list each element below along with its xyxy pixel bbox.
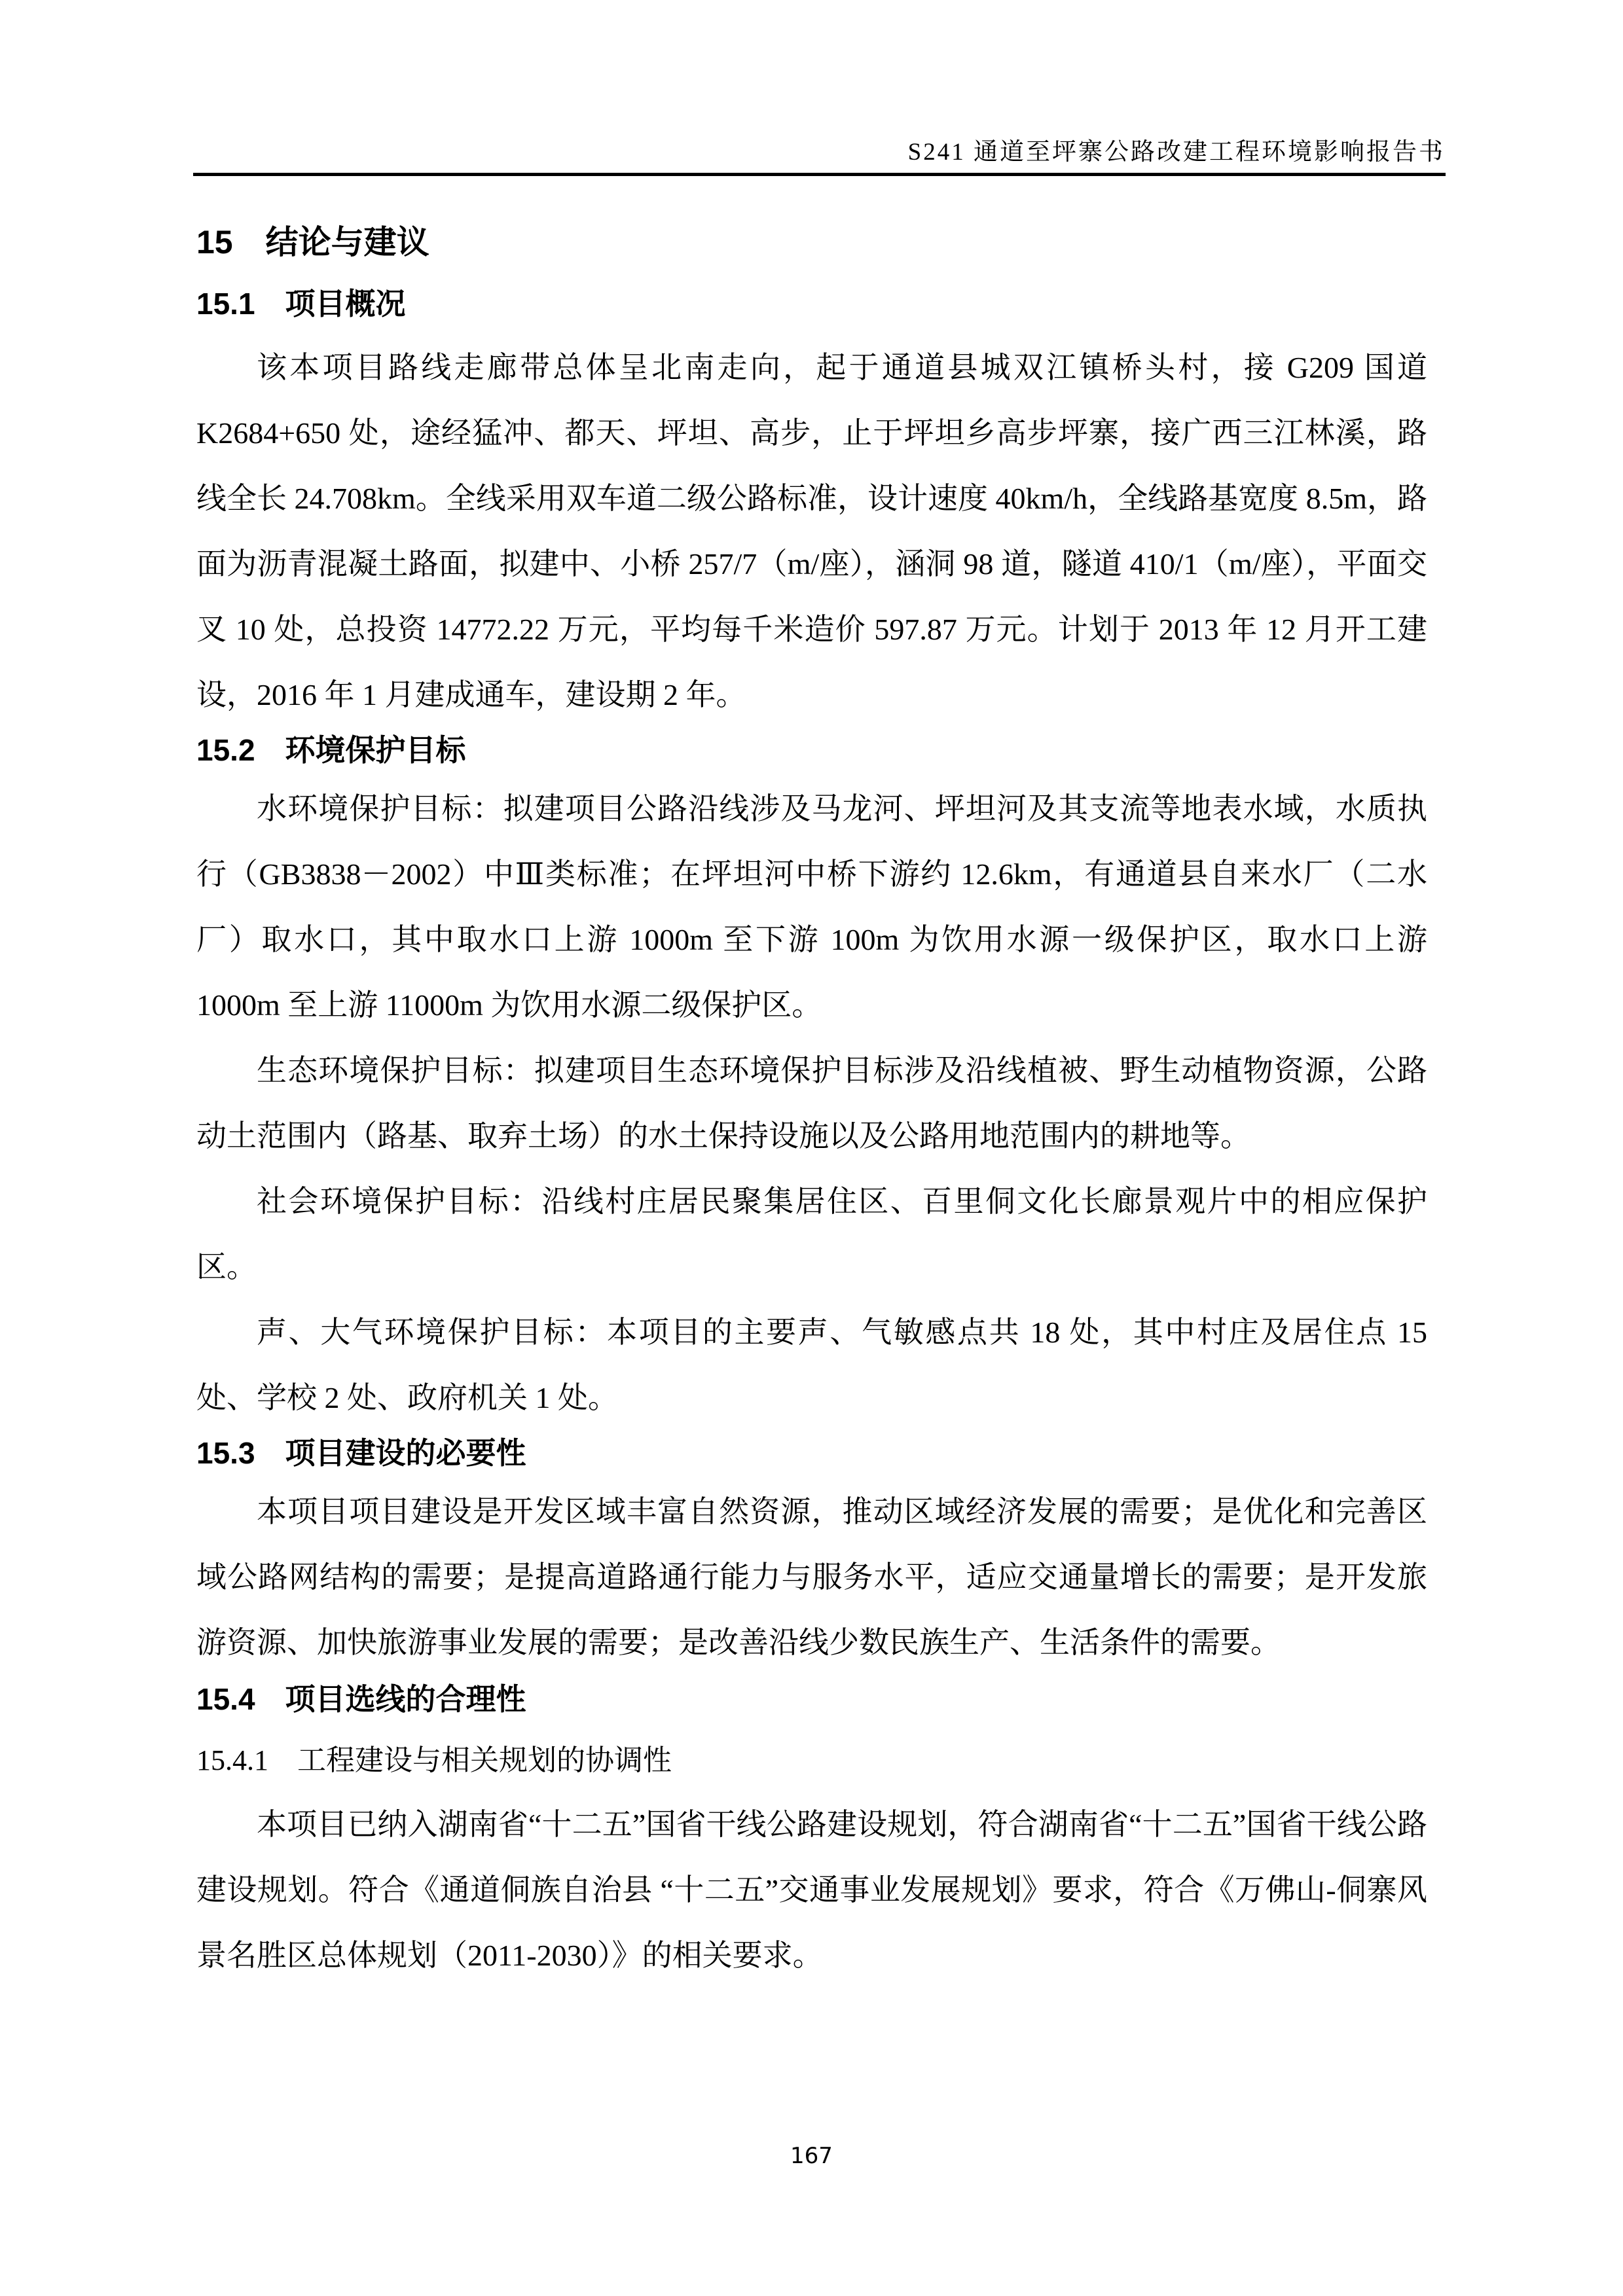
paragraph-project-overview: 该本项目路线走廊带总体呈北南走向，起于通道县城双江镇桥头村，接 G209 国道 K2684+650 处，途经猛冲、都天、坪坦、高步，止于坪坦乡高步坪寨，接广西三江林溪，路线全长 24.708km。全线采用双车道二级公路标准，设计速度 40km/h，全线路基宽度 8.5m，路面为沥青混凝土路面，拟建中、小桥 257/7（m/座），涵洞 98 道，隧道 410/1（m/座），平面交叉 10 处，总投资 14772.22 万元，平均每千米造价 597.87 万元。计划于 2013 年 12 月开工建设，2016 年 1 月建成通车，建设期 2 年。 (196, 351, 1427, 711)
page-number: 167 (790, 2143, 833, 2169)
chapter-heading: 15 结论与建议 (196, 224, 429, 260)
paragraph-water-environment-targets: 水环境保护目标：拟建项目公路沿线涉及马龙河、坪坦河及其支流等地表水域，水质执行（GB3838－2002）中Ⅲ类标准；在坪坦河中桥下游约 12.6km，有通道县自来水厂（二水厂）取水口，其中取水口上游 1000m 至下游 100m 为饮用水源一级保护区，取水口上游 1000m 至上游 11000m 为饮用水源二级保护区。 (196, 792, 1427, 1022)
section-heading-15-2: 15.2 环境保护目标 (196, 733, 466, 767)
section-heading-15-1: 15.1 项目概况 (196, 287, 406, 321)
paragraph-social-targets: 社会环境保护目标：沿线村庄居民聚集居住区、百里侗文化长廊景观片中的相应保护区。 (196, 1185, 1427, 1283)
paragraph-project-necessity: 本项目项目建设是开发区域丰富自然资源，推动区域经济发展的需要；是优化和完善区域公路网结构的需要；是提高道路通行能力与服务水平，适应交通量增长的需要；是开发旅游资源、加快旅游事业发展的需要；是改善沿线少数民族生产、生活条件的需要。 (196, 1495, 1427, 1659)
section-heading-15-4: 15.4 项目选线的合理性 (196, 1682, 526, 1716)
header-rule (193, 173, 1446, 176)
paragraph-ecological-targets: 生态环境保护目标：拟建项目生态环境保护目标涉及沿线植被、野生动植物资源，公路动土范围内（路基、取弃土场）的水土保持设施以及公路用地范围内的耕地等。 (196, 1054, 1427, 1153)
page-content (196, 223, 1427, 1988)
section-heading-15-3: 15.3 项目建设的必要性 (196, 1436, 526, 1470)
subsection-heading-15-4-1: 15.4.1 工程建设与相关规划的协调性 (196, 1744, 672, 1776)
report-header-title: S241 通道至坪寨公路改建工程环境影响报告书 (907, 139, 1445, 166)
paragraph-planning-coordination: 本项目已纳入湖南省“十二五”国省干线公路建设规划，符合湖南省“十二五”国省干线公路建设规划。符合《通道侗族自治县 “十二五”交通事业发展规划》要求，符合《万佛山-侗寨风景名胜区总体规划（2011-2030）》的相关要求。 (196, 1808, 1427, 1972)
paragraph-noise-air-targets: 声、大气环境保护目标：本项目的主要声、气敏感点共 18 处，其中村庄及居住点 15 处、学校 2 处、政府机关 1 处。 (196, 1316, 1427, 1414)
